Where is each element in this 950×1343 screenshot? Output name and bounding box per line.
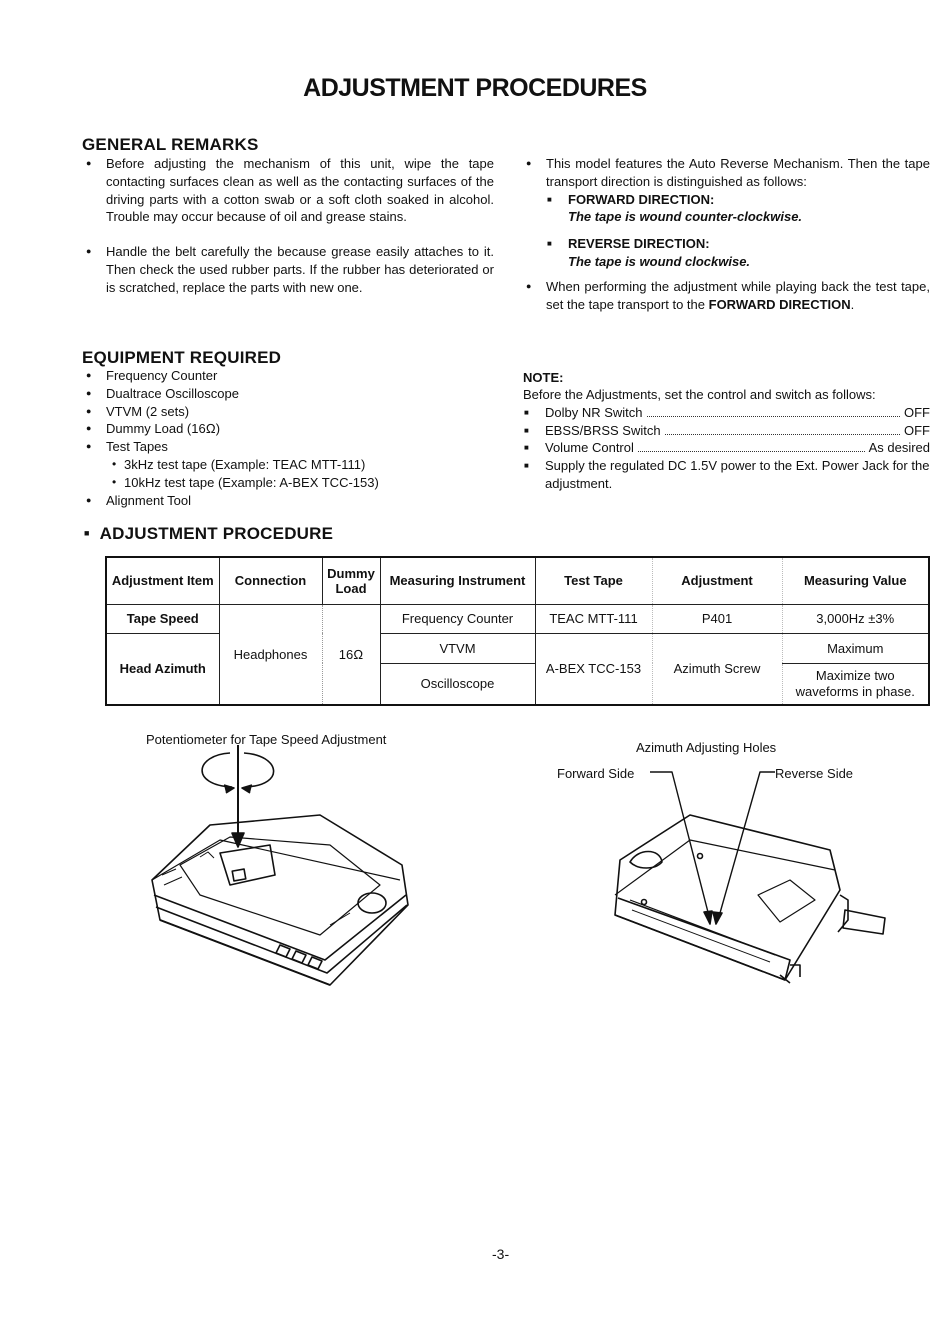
reverse-direction-text: The tape is wound clockwise. [568, 253, 751, 269]
general-remarks-right [524, 155, 930, 313]
head-azimuth-adjustment: Azimuth Screw [652, 633, 782, 705]
header-cell: Test Tape [535, 557, 652, 604]
list-item: ● When performing the adjustment while playing back the test tape, set the tape transport to the FORWARD DIRECTION. [524, 278, 930, 314]
left-figure-caption: Potentiometer for Tape Speed Adjustment [146, 732, 387, 747]
azimuth-mechanism-illustration [600, 770, 900, 1000]
list-item: ● Frequency Counter [84, 367, 484, 385]
adjustment-procedure-heading: ■ ADJUSTMENT PROCEDURE [84, 524, 334, 543]
tape-speed-tape: TEAC MTT-111 [535, 604, 652, 633]
head-azimuth-instrument-vtvm: VTVM [380, 633, 535, 663]
equipment-required-heading: EQUIPMENT REQUIRED [82, 348, 282, 367]
list-item: ● Test Tapes [84, 438, 484, 456]
header-cell: Adjustment Item [106, 557, 219, 604]
tape-speed-value: 3,000Hz ±3% [782, 604, 929, 633]
right-figure-caption: Azimuth Adjusting Holes [636, 740, 777, 755]
head-azimuth-value-max: Maximum [782, 633, 929, 663]
table-header-row [106, 557, 929, 604]
note-supply: ■ Supply the regulated DC 1.5V power to the Ext. Power Jack for the adjustment. [523, 457, 930, 493]
note-block [523, 386, 930, 493]
head-azimuth-instrument-osc: Oscilloscope [380, 663, 535, 705]
equipment-list [84, 367, 484, 509]
head-azimuth-tape: A-BEX TCC-153 [535, 633, 652, 705]
header-cell: Adjustment [652, 557, 782, 604]
tape-speed-adjustment: P401 [652, 604, 782, 633]
note-row: ■ Volume Control As desired [523, 439, 930, 457]
head-azimuth-item: Head Azimuth [106, 633, 219, 705]
header-cell: Measuring Instrument [380, 557, 535, 604]
forward-direction-text: The tape is wound counter-clockwise. [568, 209, 803, 225]
list-item: ● VTVM (2 sets) [84, 403, 484, 421]
tape-speed-item: Tape Speed [106, 604, 219, 633]
list-item: • 3kHz test tape (Example: TEAC MTT-111) [112, 456, 484, 474]
note-row: ■ Dolby NR Switch OFF [523, 404, 930, 422]
dummy-load-cell: 16Ω [322, 604, 380, 705]
forward-direction-label: ■ FORWARD DIRECTION: [546, 191, 930, 209]
connection-cell: Headphones [219, 604, 322, 705]
general-remarks-heading: GENERAL REMARKS [82, 135, 259, 154]
list-item: • 10kHz test tape (Example: A-BEX TCC-153) [112, 474, 484, 492]
header-cell: Connection [219, 557, 322, 604]
note-intro: Before the Adjustments, set the control and switch as follows: [523, 387, 876, 402]
list-item: ● Handle the belt carefully the because grease easily attaches to it. Then check the used rubber parts. If the rubber has deteriorated or is scratched, replace the parts with new one. [84, 243, 494, 296]
head-azimuth-value-phase: Maximize two waveforms in phase. [782, 663, 929, 705]
list-item: ● This model features the Auto Reverse Mechanism. Then the tape transport direction is distinguished as follows: [524, 155, 930, 191]
reverse-direction-label: ■ REVERSE DIRECTION: [546, 235, 930, 253]
general-remarks-left [84, 155, 494, 297]
ccw-arrow-icon [202, 753, 232, 787]
adjustment-table [105, 556, 930, 706]
list-item: ● Alignment Tool [84, 492, 484, 510]
page-title: ADJUSTMENT PROCEDURES [303, 74, 647, 102]
header-cell: Measuring Value [782, 557, 929, 604]
table-row [106, 604, 929, 633]
reverse-side-label: Reverse Side [775, 766, 854, 781]
forward-side-label: Forward Side [557, 766, 635, 781]
page-number: -3- [492, 1246, 510, 1262]
list-item: ● Dummy Load (16Ω) [84, 420, 484, 438]
cw-arrow-icon [244, 753, 274, 787]
tape-speed-instrument: Frequency Counter [380, 604, 535, 633]
list-item: ● Dualtrace Oscilloscope [84, 385, 484, 403]
tape-speed-mechanism-illustration [140, 745, 420, 1005]
note-heading: NOTE: [523, 370, 564, 385]
list-item: ● Before adjusting the mechanism of this unit, wipe the tape contacting surfaces clean as well as the contacting surfaces of the driving parts with a cotton swab or a soft cloth soaked in alcohol. Trouble may occur because of oil and grease stains. [84, 155, 494, 226]
header-cell: Dummy Load [322, 557, 380, 604]
note-row: ■ EBSS/BRSS Switch OFF [523, 422, 930, 440]
